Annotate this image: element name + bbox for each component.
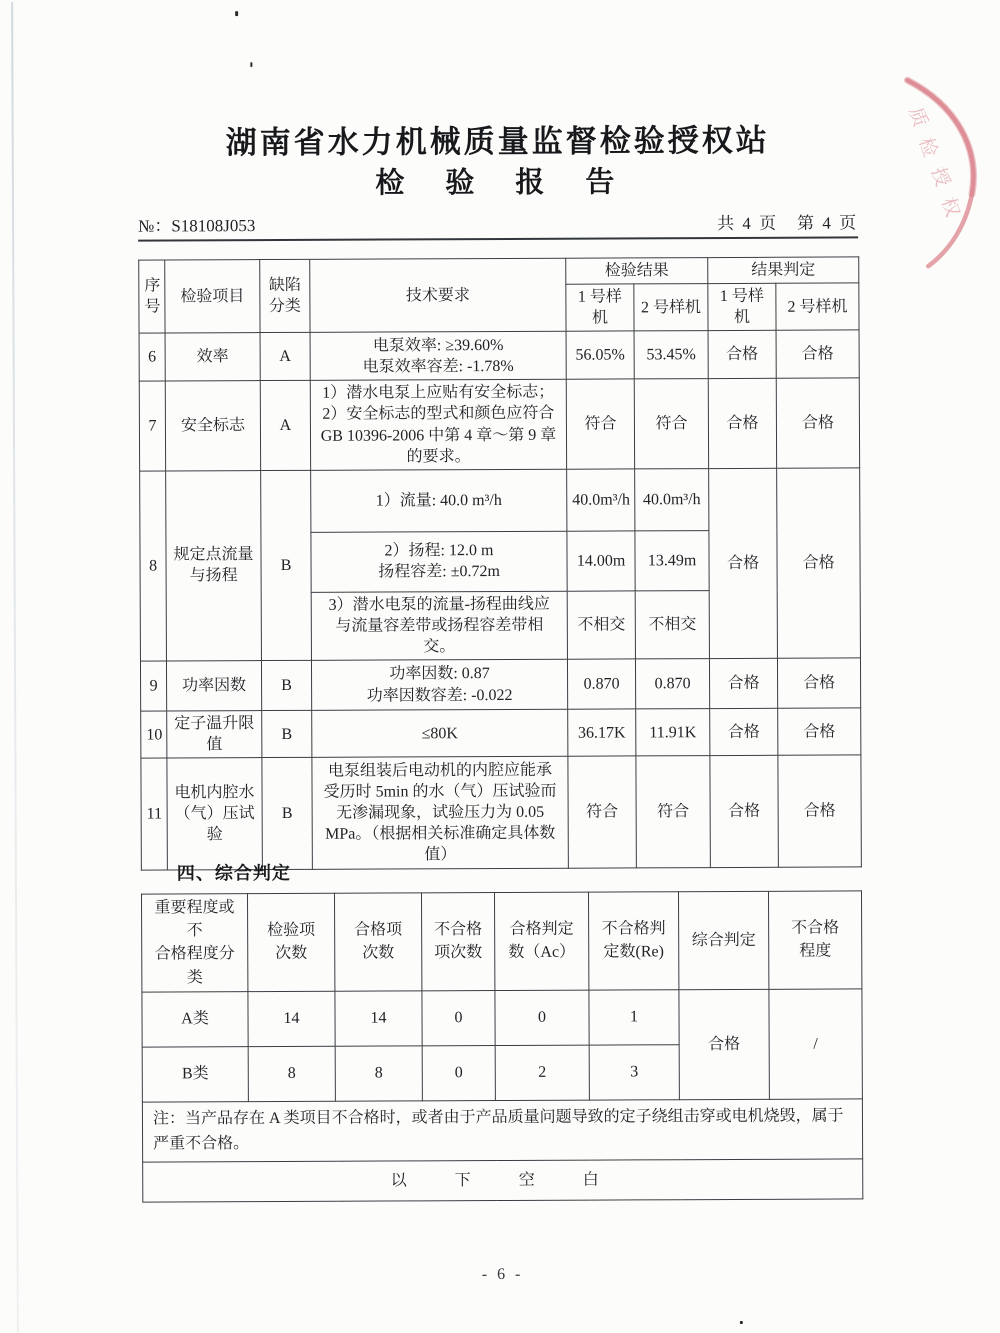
col-header-seq: 序 号 (139, 260, 165, 333)
stamp-text: 授 权 (926, 164, 964, 224)
blank-below-label: 以 下 空 白 (143, 1159, 863, 1202)
col-group-judgement: 结果判定 (708, 257, 859, 284)
summary-col-class: 重要程度或不 合格程度分类 (141, 894, 247, 992)
summary-col-overall: 综合判定 (678, 891, 768, 989)
col-header-result-sample2: 2 号样机 (634, 284, 708, 332)
row8-result1-3: 不相交 (567, 591, 635, 660)
row9-item: 功率因数 (166, 661, 261, 711)
row11-judge1: 合格 (710, 756, 778, 868)
row6-result1: 56.05% (566, 331, 634, 379)
summary-col-tested: 检验项 次数 (247, 893, 334, 991)
classB-label: B类 (142, 1046, 248, 1101)
row6-judge2: 合格 (776, 330, 859, 378)
classB-ac: 2 (495, 1045, 589, 1100)
table-row (141, 708, 861, 758)
col-header-judge-sample1: 1 号样机 (708, 283, 776, 331)
row8-result1-2: 14.00m (567, 531, 635, 591)
scan-speck (235, 11, 238, 16)
page-count: 共 4 页 第 4 页 (717, 213, 859, 234)
section-heading-overall-judgement: 四、综合判定 (176, 862, 291, 884)
row11-no: 11 (141, 758, 167, 870)
row9-defect: B (261, 660, 311, 710)
row10-result1: 36.17K (568, 709, 636, 757)
classA-re: 1 (589, 989, 679, 1044)
summary-row-a (142, 989, 862, 1047)
col-header-defect-class: 缺陷 分类 (260, 259, 310, 333)
blank-below-row (143, 1159, 863, 1202)
row6-requirement: 电泵效率: ≥39.60% 电泵效率容差: -1.78% (310, 332, 566, 381)
classB-tested: 8 (248, 1046, 335, 1101)
row11-item: 电机内腔水 （气）压试 验 (167, 758, 262, 870)
row7-defect: A (260, 381, 310, 471)
row8-result1-1: 40.0m³/h (567, 469, 635, 531)
overall-judgement-value: 合格 (679, 989, 769, 1099)
row6-judge1: 合格 (708, 331, 776, 379)
row8-judge1: 合格 (709, 468, 778, 659)
row11-requirement: 电泵组装后电动机的内腔应能承 受历时 5min 的水（气）压试验而 无渗漏现象，试验压力为 0.05 MPa。（根据相关标准确定具体数 值） (312, 757, 568, 870)
table-header-row (139, 257, 859, 286)
row6-no: 6 (139, 333, 165, 381)
row10-item: 定子温升限 值 (167, 711, 262, 759)
row10-requirement: ≤80K (312, 709, 568, 757)
row8-result2-1: 40.0m³/h (635, 468, 709, 530)
summary-note: 注：当产品存在 A 类项目不合格时，或者由于产品质量问题导致的定子绕组击穿或电机烧毁，属于严重不合格。 (142, 1099, 862, 1162)
report-number: №：S18108J053 (138, 216, 256, 236)
row11-result1: 符合 (568, 756, 636, 868)
col-header-requirement: 技术要求 (310, 258, 566, 332)
row9-judge2: 合格 (777, 658, 860, 708)
summary-note-row (142, 1099, 862, 1162)
row8-defect: B (261, 470, 312, 661)
row10-judge1: 合格 (710, 708, 778, 756)
row8-requirement-2: 2）扬程: 12.0 m 扬程容差: ±0.72m (311, 531, 567, 592)
classB-re: 3 (589, 1044, 679, 1099)
row11-judge2: 合格 (778, 755, 862, 867)
summary-col-ac: 合格判定 数（Ac） (494, 892, 588, 990)
table-row (140, 658, 860, 711)
summary-header-row (141, 891, 861, 992)
row8-result2-2: 13.49m (635, 530, 709, 590)
row8-requirement-3: 3）潜水电泵的流量-扬程曲线应 与流量容差带或扬程容差带相 交。 (311, 591, 567, 660)
row8-requirement-1: 1）流量: 40.0 m³/h (311, 469, 567, 532)
classA-ac: 0 (495, 990, 589, 1045)
overall-judgement-table (141, 890, 863, 1202)
organization-title: 湖南省水力机械质量监督检验授权站 (225, 122, 770, 161)
classA-tested: 14 (248, 991, 335, 1046)
classA-failed: 0 (422, 990, 495, 1045)
classA-label: A类 (142, 991, 248, 1046)
nonconformity-degree-value: / (769, 989, 862, 1099)
row6-result2: 53.45% (634, 331, 708, 379)
row11-defect: B (262, 758, 312, 870)
table-row (141, 755, 862, 870)
row8-item: 规定点流量 与扬程 (166, 470, 262, 661)
row7-judge1: 合格 (708, 379, 776, 469)
classA-passed: 14 (335, 991, 422, 1046)
scan-speck (250, 62, 252, 67)
col-header-result-sample1: 1 号样机 (566, 284, 634, 332)
row11-result2: 符合 (636, 756, 711, 868)
col-header-item: 检验项目 (165, 260, 260, 334)
summary-col-failed: 不合格 项次数 (421, 893, 494, 991)
classB-failed: 0 (422, 1045, 495, 1100)
col-group-results: 检验结果 (566, 258, 708, 285)
stamp-text: 质 检 (904, 104, 942, 164)
row10-defect: B (262, 710, 312, 757)
row10-result2: 11.91K (636, 709, 710, 757)
row7-judge2: 合格 (776, 378, 859, 468)
row8-no: 8 (140, 471, 167, 661)
row10-no: 10 (141, 711, 167, 758)
summary-col-re: 不合格判 定数(Re) (588, 892, 678, 990)
table-row (140, 468, 860, 533)
row7-requirement: 1）潜水电泵上应贴有安全标志； 2）安全标志的型式和颜色应符合 GB 10396-2006 中第 4 章～第 9 章 的要求。 (310, 380, 566, 471)
row7-no: 7 (139, 381, 165, 471)
row8-result2-3: 不相交 (635, 590, 709, 659)
classB-passed: 8 (335, 1046, 422, 1101)
col-header-judge-sample2: 2 号样机 (776, 283, 859, 331)
table-row (139, 378, 859, 471)
row9-result1: 0.870 (567, 659, 635, 709)
summary-col-degree: 不合格 程度 (768, 891, 861, 989)
row9-no: 9 (140, 661, 166, 711)
row7-item: 安全标志 (165, 381, 260, 471)
summary-col-passed: 合格项 次数 (334, 893, 421, 991)
table-row (139, 330, 859, 381)
row7-result2: 符合 (634, 379, 708, 469)
scan-speck (740, 1321, 743, 1324)
row7-result1: 符合 (566, 379, 634, 469)
row6-defect: A (260, 333, 310, 381)
report-title: 检 验 报 告 (375, 166, 621, 200)
report-number-row (138, 208, 858, 241)
row9-requirement: 功率因数: 0.87 功率因数容差: -0.022 (311, 659, 567, 710)
row10-judge2: 合格 (778, 708, 861, 756)
row9-result2: 0.870 (635, 659, 709, 709)
row8-judge2: 合格 (777, 468, 861, 659)
row9-judge1: 合格 (709, 658, 777, 708)
inspection-results-table (138, 256, 862, 870)
row6-item: 效率 (165, 333, 260, 381)
page-number: - 6 - (481, 1265, 524, 1284)
